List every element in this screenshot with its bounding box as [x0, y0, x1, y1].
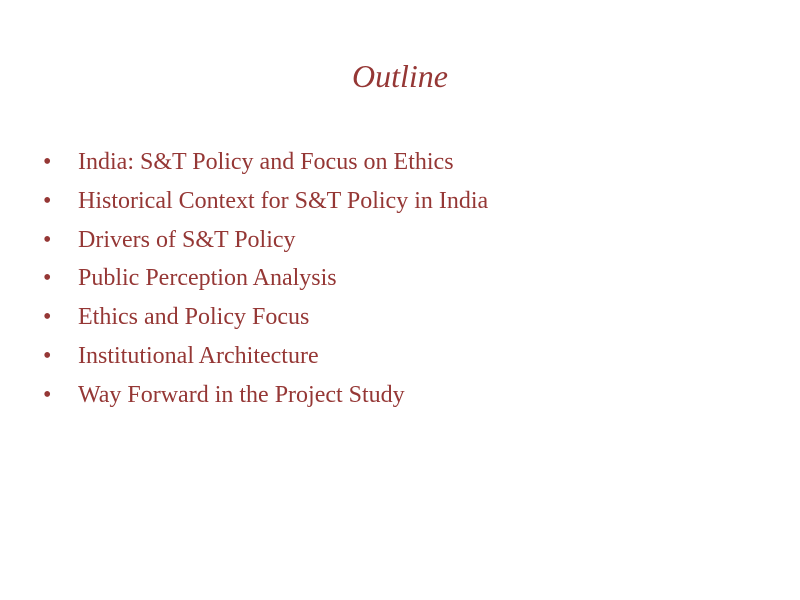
- bullet-list: [0, 143, 488, 415]
- bullet-dot-icon: •: [43, 342, 52, 369]
- bullet-text: Public Perception Analysis: [78, 265, 337, 292]
- bullet-text: Historical Context for S&T Policy in India: [78, 187, 489, 214]
- bullet-dot-icon: •: [43, 149, 52, 175]
- bullet-item-7: [0, 376, 488, 415]
- bullet-item-1: [0, 143, 488, 182]
- slide-title: Outline: [352, 58, 448, 94]
- bullet-text: Institutional Architecture: [78, 342, 319, 369]
- bullet-item-2: [0, 182, 488, 221]
- bullet-text: Ethics and Policy Focus: [78, 304, 310, 331]
- bullet-dot-icon: •: [43, 265, 52, 292]
- bullet-text: Way Forward in the Project Study: [78, 381, 405, 408]
- bullet-dot-icon: •: [43, 304, 52, 331]
- bullet-dot-icon: •: [43, 187, 52, 214]
- bullet-item-5: [0, 298, 488, 337]
- bullet-dot-icon: •: [43, 226, 52, 253]
- bullet-text: India: S&T Policy and Focus on Ethics: [78, 149, 454, 175]
- bullet-dot-icon: •: [43, 381, 52, 408]
- bullet-text: Drivers of S&T Policy: [78, 226, 296, 253]
- bullet-item-3: [0, 221, 488, 260]
- bullet-item-4: [0, 259, 488, 298]
- bullet-item-6: [0, 337, 488, 376]
